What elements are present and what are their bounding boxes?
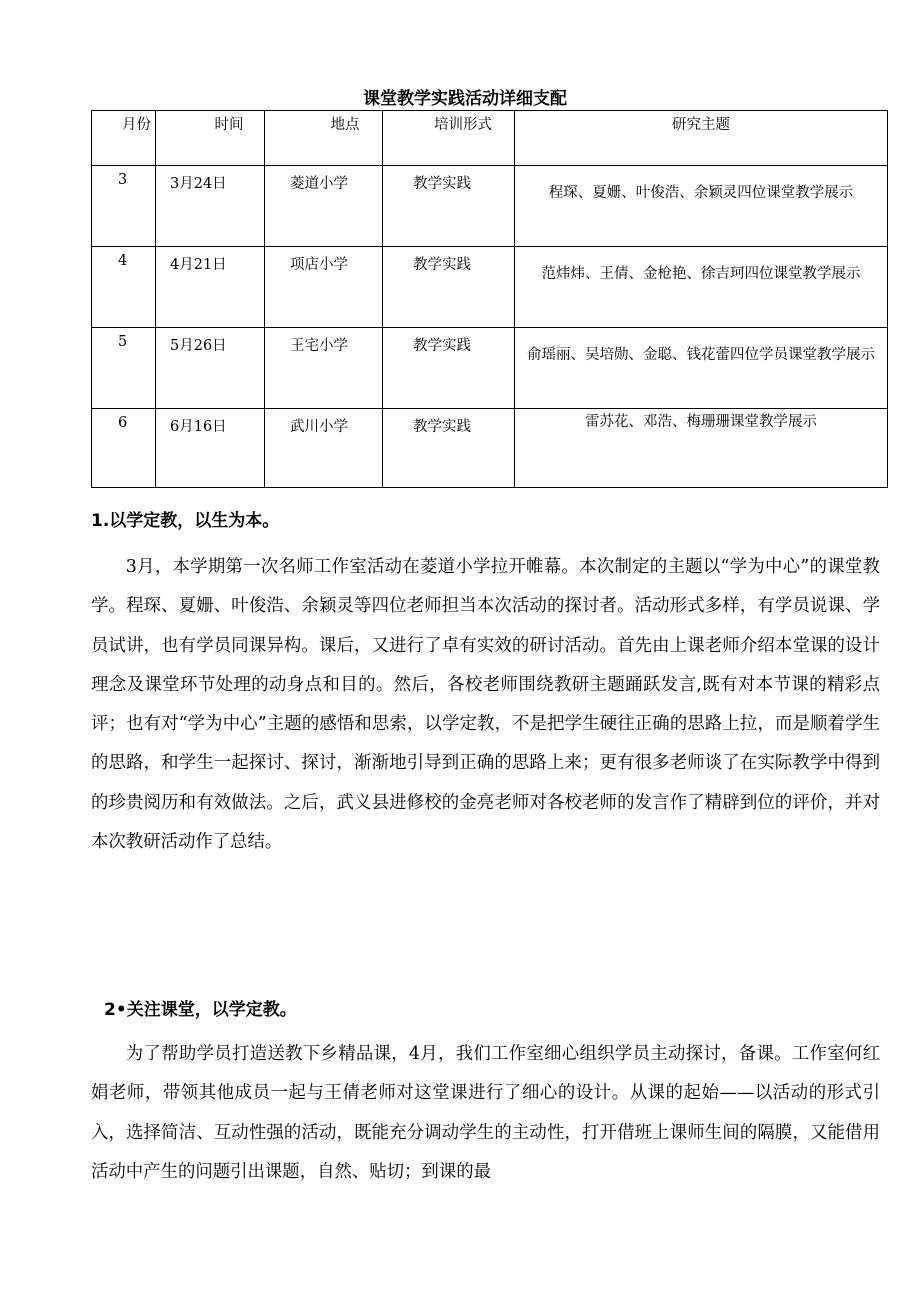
table-row xyxy=(92,166,888,247)
header-time: 时间 xyxy=(156,111,265,166)
cell-month: 3 xyxy=(92,166,156,247)
header-topic: 研究主题 xyxy=(515,111,888,166)
cell-form: 教学实践 xyxy=(383,166,515,247)
header-form: 培训形式 xyxy=(383,111,515,166)
section-heading-1: 1.以学定教，以生为本。 xyxy=(91,511,280,531)
table-title: 课堂教学实践活动详细支配 xyxy=(363,89,567,109)
cell-topic: 雷苏花、邓浩、梅珊珊课堂教学展示 xyxy=(515,409,888,488)
schedule-table xyxy=(91,110,888,488)
cell-form: 教学实践 xyxy=(383,328,515,409)
cell-form: 教学实践 xyxy=(383,409,515,488)
cell-form: 教学实践 xyxy=(383,247,515,328)
cell-time: 6月16日 xyxy=(156,409,265,488)
table-row xyxy=(92,328,888,409)
header-place: 地点 xyxy=(265,111,383,166)
cell-time: 4月21日 xyxy=(156,247,265,328)
cell-month: 5 xyxy=(92,328,156,409)
table-header-row xyxy=(92,111,888,166)
cell-place: 武川小学 xyxy=(265,409,383,488)
cell-place: 菱道小学 xyxy=(265,166,383,247)
cell-topic: 俞瑶丽、吴培勋、金聪、钱花蕾四位学员课堂教学展示 xyxy=(515,328,888,409)
section-paragraph-2: 为了帮助学员打造送教下乡精品课，4月，我们工作室细心组织学员主动探讨，备课。工作室何红娟老师，带领其他成员一起与王倩老师对这堂课进行了细心的设计。从课的起始——以活动的形式引入，选择简洁、互动性强的活动，既能充分调动学生的主动性，打开借班上课师生间的隔膜，又能借用活动中产生的问题引出课题，自然、贴切；到课的最 xyxy=(91,1044,880,1182)
cell-place: 项店小学 xyxy=(265,247,383,328)
cell-month: 6 xyxy=(92,409,156,488)
cell-topic: 范炜炜、王倩、金枪艳、徐吉珂四位课堂教学展示 xyxy=(515,247,888,328)
table-row xyxy=(92,409,888,488)
cell-month: 4 xyxy=(92,247,156,328)
cell-topic: 程琛、夏姗、叶俊浩、余颖灵四位课堂教学展示 xyxy=(515,166,888,247)
table-row xyxy=(92,247,888,328)
section-paragraph-1: 3月，本学期第一次名师工作室活动在菱道小学拉开帷幕。本次制定的主题以“学为中心”的课堂教学。程琛、夏姗、叶俊浩、余颖灵等四位老师担当本次活动的探讨者。活动形式多样，有学员说课、学员试讲，也有学员同课异构。课后，又进行了卓有实效的研讨活动。首先由上课老师介绍本堂课的设计理念及课堂环节处理的动身点和目的。然后，各校老师围绕教研主题踊跃发言,既有对本节课的精彩点评；也有对“学为中心”主题的感悟和思索，以学定教，不是把学生硬往正确的思路上拉，而是顺着学生的思路，和学生一起探讨、探讨，渐渐地引导到正确的思路上来；更有很多老师谈了在实际教学中得到的珍贵阅历和有效做法。之后，武义县进修校的金亮老师对各校老师的发言作了精辟到位的评价，并对本次教研活动作了总结。 xyxy=(91,557,880,853)
cell-time: 5月26日 xyxy=(156,328,265,409)
cell-time: 3月24日 xyxy=(156,166,265,247)
header-month: 月份 xyxy=(92,111,156,166)
cell-place: 王宅小学 xyxy=(265,328,383,409)
section-heading-2: 2•关注课堂，以学定教。 xyxy=(104,1000,297,1020)
